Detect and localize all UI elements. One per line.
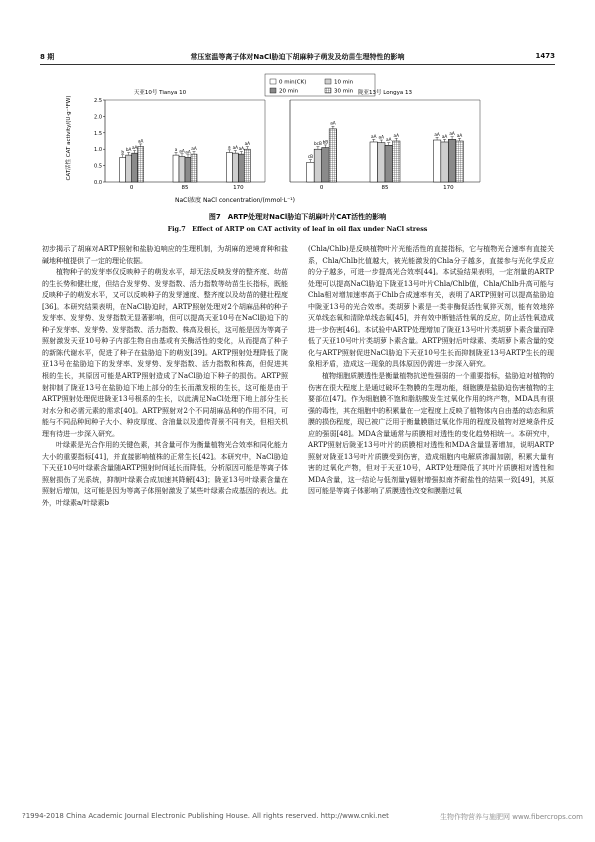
- cat-activity-figure: [60, 70, 530, 206]
- data-label: a: [228, 144, 231, 150]
- data-label: a: [174, 146, 178, 152]
- data-label: aA: [449, 131, 455, 137]
- x-tick-label: 0: [319, 185, 324, 191]
- bar: [226, 152, 232, 182]
- bar: [244, 149, 250, 182]
- data-label: aA: [393, 132, 399, 138]
- legend-label: 30 min: [334, 88, 354, 95]
- data-label: aA: [137, 138, 144, 144]
- data-label: b: [121, 149, 125, 155]
- y-tick-label: 1.0: [94, 147, 102, 154]
- bar: [132, 153, 138, 182]
- y-axis-label: CAT活性 CAT activity/(U·g⁻¹FW): [66, 95, 72, 181]
- x-tick-label: 170: [233, 185, 244, 191]
- legend-label: 0 min(CK): [279, 79, 307, 86]
- data-label: aA: [131, 145, 138, 151]
- data-label: aA: [191, 145, 197, 151]
- bar: [441, 142, 449, 182]
- data-label: aA: [185, 149, 191, 155]
- data-label: aA: [179, 148, 185, 154]
- legend-swatch: [325, 79, 331, 84]
- y-tick-label: 2.5: [94, 98, 102, 104]
- data-label: bB: [322, 139, 329, 145]
- x-tick-label: 85: [381, 185, 389, 191]
- left-column: [42, 244, 288, 510]
- data-label: bcB: [313, 141, 322, 147]
- issue-label: 8 期: [40, 53, 55, 61]
- figure-caption-cn: 图7 ARTP处理对NaCl胁迫下胡麻叶片CAT活性的影响: [208, 213, 387, 221]
- data-label: aA: [441, 133, 448, 139]
- page-number: 1473: [535, 52, 555, 60]
- header-rule: [40, 64, 555, 65]
- chart-panel-tianya10: [94, 88, 265, 191]
- x-tick-label: 170: [443, 185, 454, 191]
- y-tick-label: 0.5: [94, 163, 102, 170]
- bar: [238, 154, 244, 182]
- x-axis-label: NaCl浓度 NaCl concentration/(mmol·L⁻¹): [175, 197, 295, 204]
- bar: [191, 154, 197, 182]
- page-footer: [22, 812, 583, 820]
- bar: [456, 141, 464, 182]
- data-label: aA: [232, 145, 239, 151]
- bar: [185, 157, 191, 182]
- bar: [393, 141, 401, 182]
- data-label: aA: [330, 120, 336, 126]
- legend-swatch: [270, 88, 276, 93]
- bar: [378, 143, 386, 182]
- bar: [179, 156, 185, 182]
- legend-label: 10 min: [334, 79, 354, 86]
- data-label: aA: [456, 132, 463, 138]
- data-label: aA: [238, 145, 245, 151]
- paragraph: 叶绿素是光合作用的关键色素，其含量可作为衡量植物光合效率和同化能力大小的重要指标[41]，并直接影响植株的正常生长[42]。本研究中，NaCl胁迫下天亚10号叶绿素含量随ARTP照射时间延长而降低，分析原因可能是等离子体照射损伤了光系统，抑制叶绿素合成加速其降解[43]；陇亚13号叶绿素含量在照射后增加，这可能是因为等离子体照射激发了某些叶绿素合成基因的表达。此外，叶绿素a/叶绿素b: [42, 441, 288, 508]
- figure-caption-en: Fig.7 Effect of ARTP on CAT activity of leaf in oil flax under NaCl stress: [167, 225, 428, 233]
- panel-title: 陇亚13号 Longya 13: [358, 90, 412, 96]
- paragraph: 植物细胞质膜透性是衡量植物抗逆性强弱的一个重要指标，盐胁迫对植物的伤害在很大程度上是通过破坏生物膜的生理功能，细胞膜是盐胁迫伤害植物的主要部位[47]。作为细胞膜不饱和脂肪酸发生过氧化作用的终产物，MDA具有很强的毒性，其在细胞中的积累量在一定程度上反映了植物体内自由基的动态和质膜的损伤程度，现已被广泛用于衡量膜脂过氧化作用的程度及植物对逆境条件反应的强弱[48]。MDA含量通常与质膜相对透性的变化趋势相统一。本研究中，ARTP照射后陇亚13号叶片的质膜相对透性和MDA含量显著增加，说明ARTP照射对陇亚13号叶片质膜受到伤害，造成细胞内电解质渗漏加剧，积累大量有害的过氧化产物，但对于天亚10号，ARTP处理降低了其叶片质膜相对透性和MDA含量，这一结论与低剂量γ辐射增强拟南芥耐盐性的结果一致[49]，其原因可能是等离子体影响了质膜透性改变和膜脂过氧: [308, 372, 554, 496]
- bar: [433, 140, 441, 182]
- bar: [448, 139, 456, 182]
- bar: [307, 162, 315, 182]
- bar: [370, 142, 378, 182]
- running-title: 常压室温等离子体对NaCl胁迫下胡麻种子萌发及幼苗生理特性的影响: [190, 53, 405, 61]
- data-label: aA: [244, 141, 251, 147]
- data-label: cB: [307, 154, 314, 160]
- bar: [120, 157, 126, 182]
- legend-swatch: [325, 88, 331, 93]
- watermark-text: 生物作物营养与施肥网 www.fibercrops.com: [440, 813, 583, 821]
- data-label: aA: [378, 134, 384, 140]
- bar: [173, 155, 179, 182]
- bar: [232, 153, 238, 182]
- bar: [314, 149, 322, 182]
- bar: [329, 129, 337, 182]
- bar: [322, 148, 330, 182]
- chart-panel-longya13: [290, 88, 480, 191]
- legend-swatch: [270, 79, 276, 84]
- data-label: aA: [434, 131, 440, 137]
- data-label: bA: [125, 146, 132, 152]
- bar: [138, 147, 144, 182]
- copyright-text: ?1994-2018 China Academic Journal Electronic Publishing House. All rights reserved. http://www.cnki.net: [22, 812, 389, 820]
- paragraph: 植物种子的发芽率仅反映种子的萌发水平，却无法反映发芽的整齐度、幼苗的生长势和健壮度，但结合发芽势、发芽指数、活力指数等幼苗生长指标，既能反映种子的萌发水平，又可以反映种子的发芽速度、整齐度以及幼苗的健壮程度[36]。本研究结果表明，在NaCl胁迫时，ARTP照射处理对2个胡麻品种的种子发芽率、发芽势、发芽指数无显著影响，但可以提高天亚10号在NaCl胁迫下的种子发芽率、发芽势、发芽指数、活力指数、株高及根长，这可能是因为等离子照射激发天亚10号种子内部生物自由基或有关酶活性的变化，从而提高了种子的新陈代谢水平，促进了种子在盐胁迫下的萌发[39]。ARTP照射处理降低了陇亚13号在盐胁迫下的发芽率、发芽势、发芽指数、活力指数和株高，但促进其根的生长，其原因可能是ARTP照射造成了NaCl胁迫下种子的损伤。ARTP照射抑制了陇亚13号在盐胁迫下地上部分的生长而激发根的生长，这可能是由于ARTP照射处理促进陇亚13号根系的生长，以此满足NaCl处理下地上部分生长对水分和必需元素的需求[40]。ARTP照射对2个不同胡麻品种的作用不同，可能与不同品种间种子大小、种皮厚度、含油量以及遗传背景不同有关，但相关机理有待进一步深入研究。: [42, 268, 288, 438]
- paragraph: (Chla/Chlb)是反映植物叶片光能活性的直接指标，它与植物光合速率有直接关系，Chla/Chlb比值越大，被光能激发的Chla分子越多，直接参与光化学反应的分子越多，可进一步提高光合效率[44]。本试验结果表明，一定剂量的ARTP处理可以提高NaCl胁迫下陇亚13号叶片Chla/Chlb值，Chla/Chlb升高可能与Chla相对增加速率高于Chlb合成速率有关，表明了ARTP照射可以提高盐胁迫中陇亚13号的光合效率。类胡萝卜素是一类非酶促活性氧猝灭剂，能有效地猝灭单线态氧和清除单线态氧[45]，并有效中断链活性氧的反应，防止活性氧造成进一步伤害[46]。本试验中ARTP处理增加了陇亚13号叶片类胡萝卜素含量而降低了天亚10号叶片类胡萝卜素含量。ARTP照射后叶绿素、类胡萝卜素含量的变化与ARTP照射促进NaCl胁迫下天亚10号生长而抑制陇亚13号ARTP生长的现象相矛盾，造成这一现象的具体原因仍需进一步深入研究。: [308, 245, 554, 369]
- y-tick-label: 0.0: [94, 180, 102, 186]
- y-tick-label: 2.0: [94, 114, 102, 121]
- x-tick-label: 0: [129, 185, 134, 191]
- data-label: aA: [371, 133, 377, 139]
- legend-label: 20 min: [279, 88, 299, 95]
- data-label: aA: [386, 137, 392, 143]
- right-column: [308, 244, 554, 498]
- x-tick-label: 85: [181, 185, 189, 191]
- panel-title: 天亚10号 Tianya 10: [133, 90, 187, 96]
- bar: [126, 155, 132, 182]
- y-tick-label: 1.5: [94, 130, 102, 137]
- paragraph: 初步揭示了胡麻对ARTP照射和盐胁迫响应的生理机制，为胡麻的逆境育种和盐碱地种植提供了一定的理论依据。: [42, 245, 288, 265]
- bar: [385, 145, 393, 182]
